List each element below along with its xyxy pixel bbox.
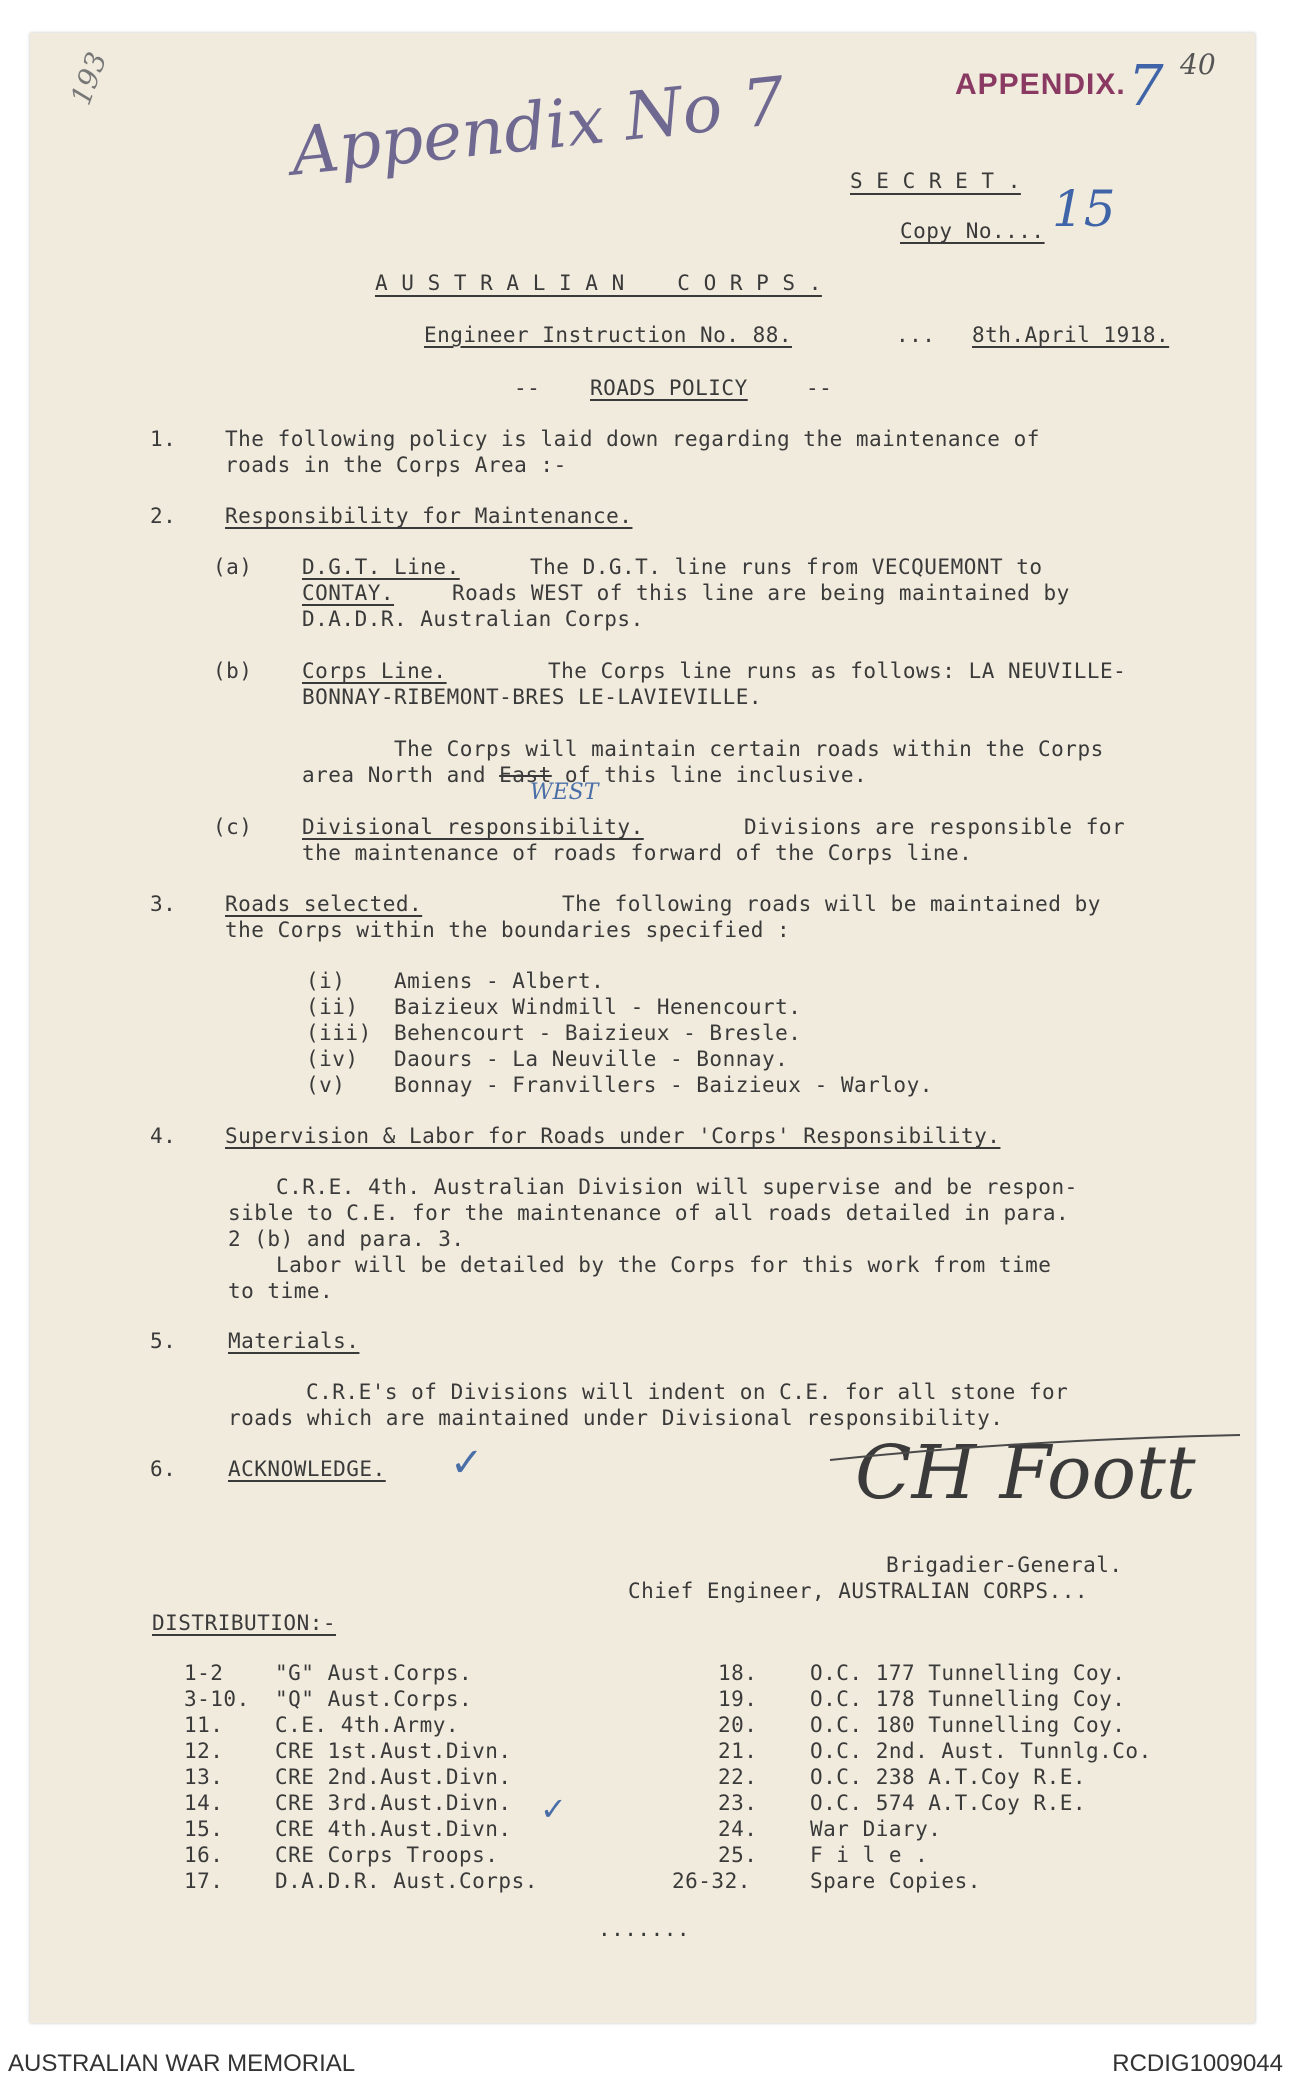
header-separator: ... <box>896 323 936 347</box>
dist-right-num-8: 25. <box>718 1843 758 1867</box>
para-2b-line-3: The Corps will maintain certain roads within the Corps <box>394 737 1104 761</box>
dist-left-num-4: 12. <box>184 1739 224 1763</box>
policy-dash-left: -- <box>514 376 541 400</box>
dist-left-to-8: CRE Corps Troops. <box>275 1843 499 1867</box>
para-2c-line-2: the maintenance of roads forward of the Corps line. <box>302 841 973 865</box>
dist-right-to-2: O.C. 178 Tunnelling Coy. <box>810 1687 1126 1711</box>
para-5-line-2: roads which are maintained under Divisional responsibility. <box>228 1406 1004 1430</box>
para-4-line-5: to time. <box>228 1279 334 1303</box>
para-2-heading: Responsibility for Maintenance. <box>225 504 633 528</box>
road-text-2: Baizieux Windmill - Henencourt. <box>394 995 802 1019</box>
para-2b-line-1: The Corps line runs as follows: LA NEUVILLE- <box>548 659 1127 683</box>
para-3-number: 3. <box>150 892 177 916</box>
dist-left-to-1: "G" Aust.Corps. <box>275 1661 473 1685</box>
para-6-number: 6. <box>150 1457 177 1481</box>
para-2b-line-4-post: of this line inclusive. <box>551 763 868 787</box>
struck-word: East <box>499 763 552 787</box>
signatory-rank: Brigadier-General. <box>886 1553 1123 1577</box>
dist-left-to-3: C.E. 4th.Army. <box>275 1713 460 1737</box>
dist-left-to-6: CRE 3rd.Aust.Divn. <box>275 1791 512 1815</box>
dist-left-num-8: 16. <box>184 1843 224 1867</box>
dist-right-num-9: 26-32. <box>672 1869 751 1893</box>
footer-id: RCDIG1009044 <box>1112 2050 1283 2077</box>
dist-left-num-2: 3-10. <box>184 1687 250 1711</box>
appendix-stamp: APPENDIX. <box>955 68 1126 101</box>
appendix-number: 7 <box>1128 54 1164 119</box>
dist-right-to-6: O.C. 574 A.T.Coy R.E. <box>810 1791 1087 1815</box>
dist-right-num-6: 23. <box>718 1791 758 1815</box>
para-5-heading: Materials. <box>228 1329 360 1353</box>
road-text-1: Amiens - Albert. <box>394 969 605 993</box>
signature-stroke <box>820 1430 1250 1470</box>
correction-west: WEST <box>530 780 599 805</box>
para-3-line-1: The following roads will be maintained by <box>562 892 1101 916</box>
pencil-number: 193 <box>64 47 114 110</box>
para-1-line-1: The following policy is laid down regarding the maintenance of <box>225 427 1040 451</box>
para-5-line-1: C.R.E's of Divisions will indent on C.E. for all stone for <box>306 1380 1069 1404</box>
para-2a-line-2: Roads WEST of this line are being maintained by <box>452 581 1070 605</box>
footer-credit: AUSTRALIAN WAR MEMORIAL <box>8 2050 356 2077</box>
dist-left-num-7: 15. <box>184 1817 224 1841</box>
dist-left-num-6: 14. <box>184 1791 224 1815</box>
para-2a-number: (a) <box>213 555 253 579</box>
para-3-line-2: the Corps within the boundaries specified : <box>225 918 791 942</box>
secret-marking: S E C R E T . <box>850 169 1021 193</box>
para-2a-line-2-head: CONTAY. <box>302 581 395 605</box>
dist-right-to-8: F i l e . <box>810 1843 929 1867</box>
dist-right-to-5: O.C. 238 A.T.Coy R.E. <box>810 1765 1087 1789</box>
para-3-heading: Roads selected. <box>225 892 423 916</box>
para-2c-number: (c) <box>213 815 253 839</box>
handwritten-title: Appendix No 7 <box>287 62 789 191</box>
dist-right-to-4: O.C. 2nd. Aust. Tunnlg.Co. <box>810 1739 1152 1763</box>
dist-right-num-7: 24. <box>718 1817 758 1841</box>
instruction-date: 8th.April 1918. <box>972 323 1170 347</box>
copy-number: 15 <box>1052 180 1116 238</box>
para-6-heading: ACKNOWLEDGE. <box>228 1457 386 1481</box>
para-2c-line-1: Divisions are responsible for <box>744 815 1126 839</box>
para-1-line-2: roads in the Corps Area :- <box>225 453 567 477</box>
signatory-title: Chief Engineer, AUSTRALIAN CORPS... <box>628 1579 1089 1603</box>
dist-left-num-9: 17. <box>184 1869 224 1893</box>
corner-number: 40 <box>1180 48 1216 81</box>
para-4-line-2: sible to C.E. for the maintenance of all roads detailed in para. <box>228 1201 1070 1225</box>
road-num-1: (i) <box>306 969 346 993</box>
dist-right-to-7: War Diary. <box>810 1817 942 1841</box>
signature: CH Foott <box>855 1430 1196 1516</box>
road-num-3: (iii) <box>306 1021 372 1045</box>
para-2a-line-3: D.A.D.R. Australian Corps. <box>302 607 644 631</box>
road-text-3: Behencourt - Baizieux - Bresle. <box>394 1021 802 1045</box>
check-mark-icon: ✓ <box>540 1790 567 1828</box>
para-2b-line-4-pre: area North and <box>302 763 500 787</box>
dist-left-num-1: 1-2 <box>184 1661 224 1685</box>
para-2a-heading: D.G.T. Line. <box>302 555 460 579</box>
para-2c-heading: Divisional responsibility. <box>302 815 644 839</box>
dist-left-to-4: CRE 1st.Aust.Divn. <box>275 1739 512 1763</box>
dist-right-num-1: 18. <box>718 1661 758 1685</box>
dist-left-to-5: CRE 2nd.Aust.Divn. <box>275 1765 512 1789</box>
dist-right-num-3: 20. <box>718 1713 758 1737</box>
dist-left-to-7: CRE 4th.Aust.Divn. <box>275 1817 512 1841</box>
distribution-end: ....... <box>598 1917 691 1941</box>
dist-right-to-3: O.C. 180 Tunnelling Coy. <box>810 1713 1126 1737</box>
road-text-4: Daours - La Neuville - Bonnay. <box>394 1047 789 1071</box>
distribution-heading: DISTRIBUTION:- <box>152 1611 337 1635</box>
policy-title: ROADS POLICY <box>590 376 748 400</box>
check-mark-icon: ✓ <box>450 1440 484 1486</box>
para-4-number: 4. <box>150 1124 177 1148</box>
para-1-number: 1. <box>150 427 177 451</box>
dist-right-to-9: Spare Copies. <box>810 1869 981 1893</box>
para-4-heading: Supervision & Labor for Roads under 'Corps' Responsibility. <box>225 1124 1001 1148</box>
corps-heading: A U S T R A L I A N C O R P S . <box>375 271 822 295</box>
para-2a-line-1: The D.G.T. line runs from VECQUEMONT to <box>530 555 1043 579</box>
road-num-4: (iv) <box>306 1047 359 1071</box>
policy-dash-right: -- <box>806 376 833 400</box>
para-4-line-1: C.R.E. 4th. Australian Division will supervise and be respon- <box>276 1175 1078 1199</box>
para-4-line-3: 2 (b) and para. 3. <box>228 1227 465 1251</box>
para-4-line-4: Labor will be detailed by the Corps for this work from time <box>276 1253 1052 1277</box>
dist-right-num-2: 19. <box>718 1687 758 1711</box>
para-2b-heading: Corps Line. <box>302 659 447 683</box>
dist-left-to-9: D.A.D.R. Aust.Corps. <box>275 1869 538 1893</box>
road-num-5: (v) <box>306 1073 346 1097</box>
dist-left-to-2: "Q" Aust.Corps. <box>275 1687 473 1711</box>
para-2b-number: (b) <box>213 659 253 683</box>
dist-right-to-1: O.C. 177 Tunnelling Coy. <box>810 1661 1126 1685</box>
road-text-5: Bonnay - Franvillers - Baizieux - Warloy. <box>394 1073 933 1097</box>
dist-left-num-3: 11. <box>184 1713 224 1737</box>
instruction-number: Engineer Instruction No. 88. <box>424 323 793 347</box>
dist-left-num-5: 13. <box>184 1765 224 1789</box>
dist-right-num-5: 22. <box>718 1765 758 1789</box>
para-2-number: 2. <box>150 504 177 528</box>
para-5-number: 5. <box>150 1329 177 1353</box>
dist-right-num-4: 21. <box>718 1739 758 1763</box>
road-num-2: (ii) <box>306 995 359 1019</box>
copy-label: Copy No.... <box>900 219 1045 243</box>
para-2b-line-2: BONNAY-RIBEMONT-BRES LE-LAVIEVILLE. <box>302 685 763 709</box>
